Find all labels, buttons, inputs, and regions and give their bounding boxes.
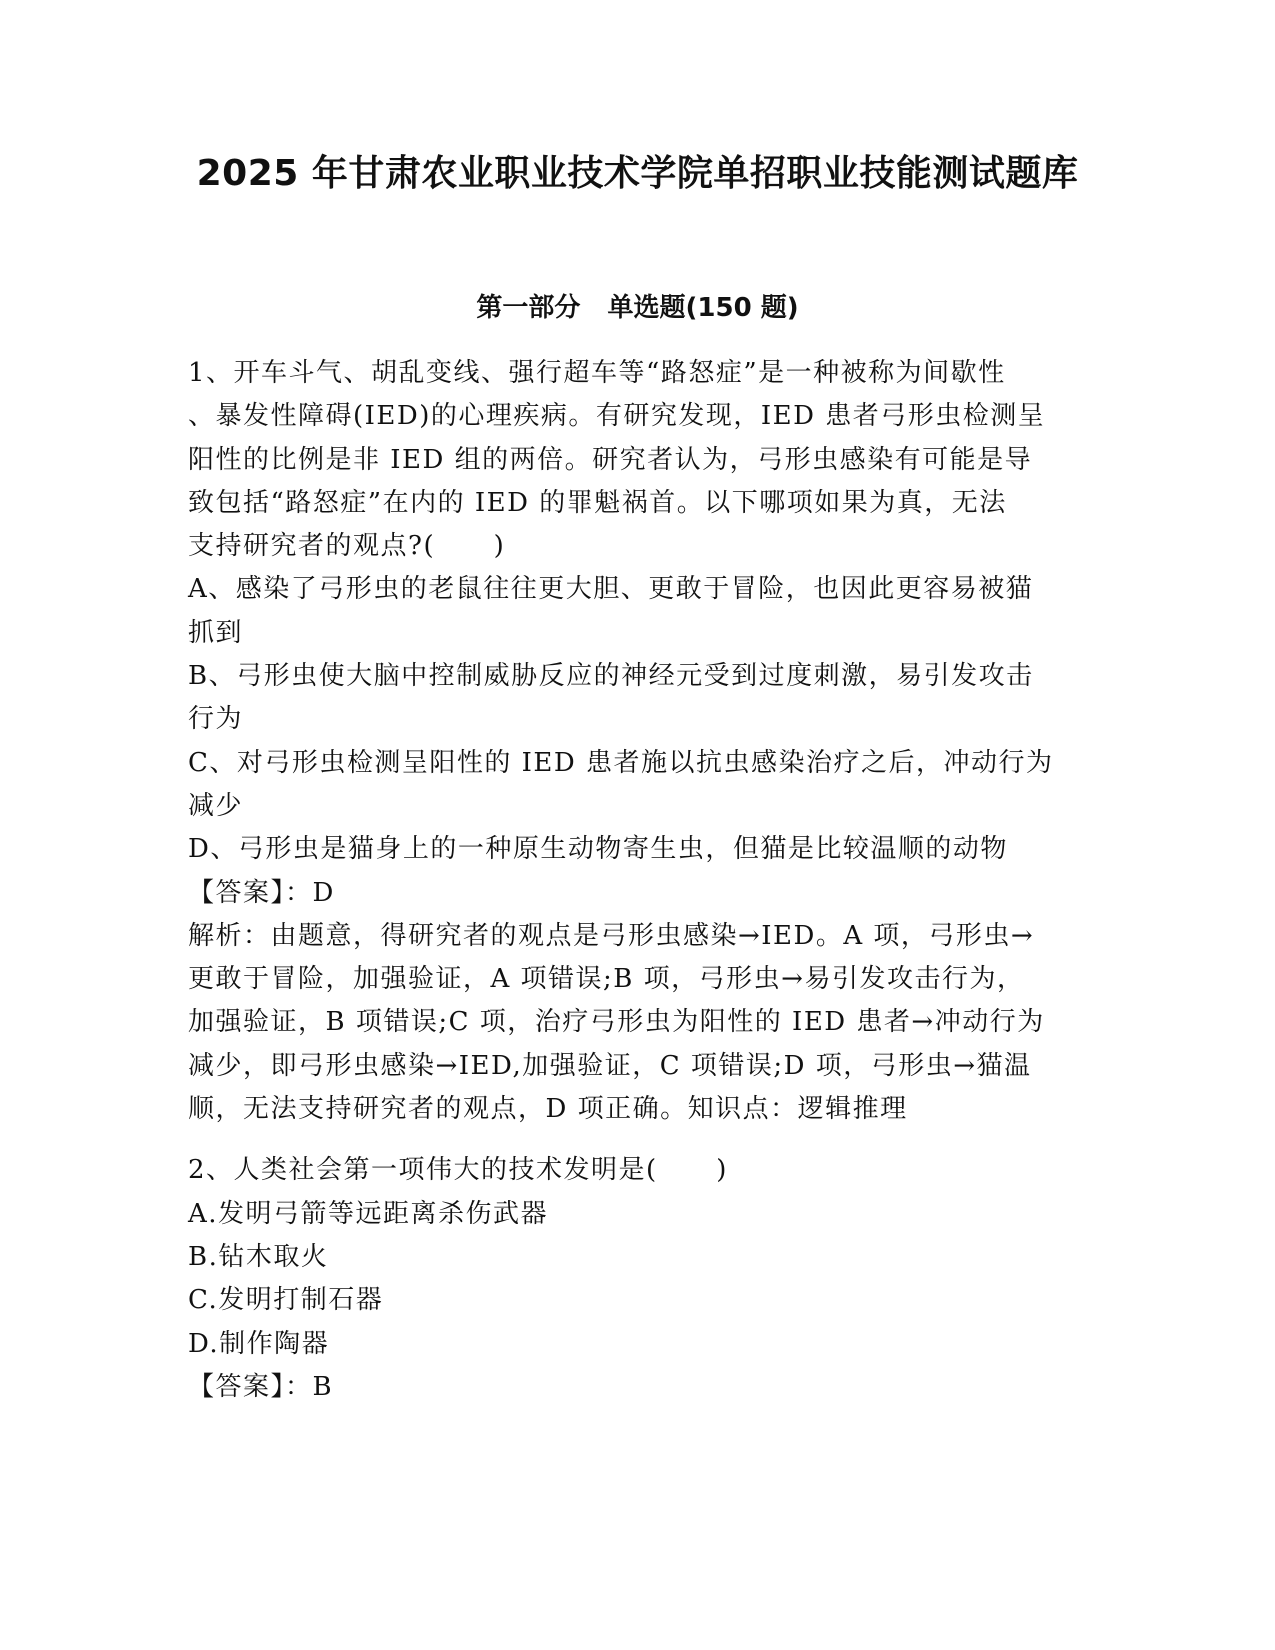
answer-line: 【答案】：D: [188, 877, 335, 908]
option-line: 减少: [188, 790, 244, 821]
question-stem-line: 支持研究者的观点?( ): [188, 531, 506, 562]
option-d: D.制作陶器: [188, 1328, 330, 1359]
question-stem-line: 2、人类社会第一项伟大的技术发明是( ): [188, 1155, 728, 1186]
option-d: [188, 828, 1078, 871]
question-stem-line: 、暴发性障碍(IED)的心理疾病。有研究发现，IED 患者弓形虫检测呈: [188, 401, 1046, 432]
option-b: B.钻木取火: [188, 1241, 329, 1272]
option-c: C.发明打制石器: [188, 1285, 384, 1316]
option-b: [188, 655, 1078, 742]
document-title: 2025 年甘肃农业职业技术学院单招职业技能测试题库: [196, 153, 1079, 194]
analysis-line: 减少，即弓形虫感染→IED,加强验证，C 项错误;D 项，弓形虫→猫温: [188, 1050, 1032, 1081]
analysis-line: 加强验证，B 项错误;C 项，治疗弓形虫为阳性的 IED 患者→冲动行为: [188, 1007, 1045, 1038]
option-line: 抓到: [188, 617, 244, 648]
analysis-line: 解析：由题意，得研究者的观点是弓形虫感染→IED。A 项，弓形虫→: [188, 920, 1035, 951]
question-spacer: [188, 1131, 1078, 1149]
option-c: [188, 742, 1078, 829]
option-line: C、对弓形虫检测呈阳性的 IED 患者施以抗虫感染治疗之后，冲动行为: [188, 747, 1054, 778]
question-stem-line: 致包括“路怒症”在内的 IED 的罪魁祸首。以下哪项如果为真，无法: [188, 487, 1007, 518]
option-line: A、感染了弓形虫的老鼠往往更大胆、更敢于冒险，也因此更容易被猫: [188, 574, 1034, 605]
option-a: [188, 568, 1078, 655]
analysis-line: 更敢于冒险，加强验证，A 项错误;B 项，弓形虫→易引发攻击行为，: [188, 964, 1025, 995]
option-line: B、弓形虫使大脑中控制威胁反应的神经元受到过度刺激，易引发攻击: [188, 661, 1034, 692]
option-line: 行为: [188, 704, 244, 735]
option-a: A.发明弓箭等远距离杀伤武器: [188, 1198, 549, 1229]
question-stem-line: 1、开车斗气、胡乱变线、强行超车等“路怒症”是一种被称为间歇性: [188, 358, 1006, 388]
document-body: [188, 352, 1078, 1409]
section-title: 第一部分 单选题(150 题): [476, 293, 799, 323]
analysis-line: 顺，无法支持研究者的观点，D 项正确。知识点：逻辑推理: [188, 1094, 908, 1125]
analysis: [188, 915, 1078, 1131]
question-2: [188, 1149, 1078, 1409]
option-line: D、弓形虫是猫身上的一种原生动物寄生虫，但猫是比较温顺的动物: [188, 834, 1008, 865]
question-stem-line: 阳性的比例是非 IED 组的两倍。研究者认为，弓形虫感染有可能是导: [188, 444, 1033, 475]
answer-line: 【答案】：B: [188, 1371, 334, 1402]
question-1: [188, 352, 1078, 1131]
